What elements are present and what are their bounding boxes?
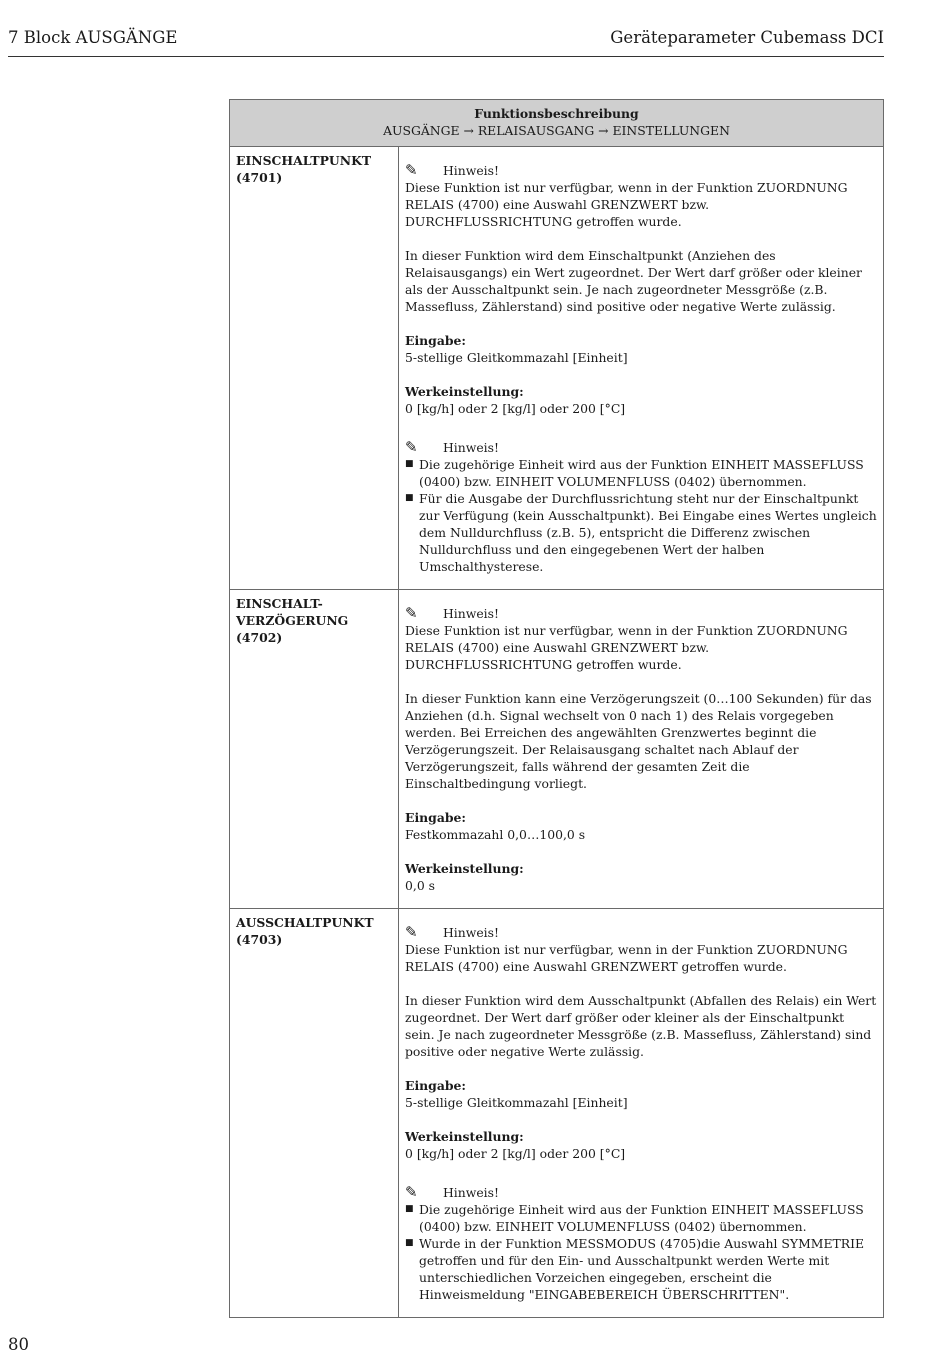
bullet-square-icon: ■	[405, 1204, 414, 1214]
function-name-line: EINSCHALTPUNKT	[236, 153, 372, 168]
page-number: 80	[8, 1335, 29, 1354]
function-code: (4702)	[236, 630, 283, 645]
note-label: Hinweis!	[443, 925, 499, 940]
table-title: Funktionsbeschreibung	[474, 106, 639, 121]
function-row-einschaltpunkt	[230, 147, 883, 589]
bullet-item	[405, 1201, 877, 1235]
note-heading	[405, 605, 877, 622]
default-value: 0 [kg/h] oder 2 [kg/l] oder 200 [°C]	[405, 401, 626, 416]
function-description-cell	[399, 590, 883, 908]
function-name-cell	[230, 590, 399, 908]
function-description-cell	[399, 909, 883, 1317]
input-label: Eingabe:	[405, 810, 466, 825]
default-value: 0,0 s	[405, 878, 436, 893]
bullet-text: Die zugehörige Einheit wird aus der Funktion EINHEIT MASSEFLUSS (0400) bzw. EINHEIT VOLUMENFLUSS (0402) übernommen.	[419, 457, 864, 489]
note-label: Hinweis!	[443, 440, 499, 455]
default-label: Werkeinstellung:	[405, 384, 524, 399]
note-text: Diese Funktion ist nur verfügbar, wenn in der Funktion ZUORDNUNG RELAIS (4700) eine Auswahl GRENZWERT getroffen wurde.	[405, 942, 848, 974]
header-document-title: Geräteparameter Cubemass DCI	[610, 28, 884, 47]
function-row-einschaltverzoegerung	[230, 589, 883, 908]
bullet-text: Wurde in der Funktion MESSMODUS (4705)die Auswahl SYMMETRIE getroffen und für den Ein- und Ausschaltpunkt werden Werte mit unterschiedlichen Vorzeichen eingegeben, erscheint die Hinweismeldung "EINGABEBEREICH ÜBERSCHRITTEN".	[419, 1236, 865, 1302]
function-description-table	[229, 99, 884, 1318]
function-name-cell	[230, 147, 399, 589]
function-description-cell	[399, 147, 883, 589]
note-label: Hinweis!	[443, 606, 499, 621]
function-name-line: AUSSCHALTPUNKT	[236, 915, 374, 930]
note-text: Diese Funktion ist nur verfügbar, wenn in der Funktion ZUORDNUNG RELAIS (4700) eine Auswahl GRENZWERT bzw. DURCHFLUSSRICHTUNG getroffen wurde.	[405, 180, 848, 229]
pencil-note-icon: ✎	[405, 1183, 418, 1201]
input-value: Festkommazahl 0,0…100,0 s	[405, 827, 586, 842]
bullet-text: Die zugehörige Einheit wird aus der Funktion EINHEIT MASSEFLUSS (0400) bzw. EINHEIT VOLUMENFLUSS (0402) übernommen.	[419, 1202, 864, 1234]
description-paragraph: In dieser Funktion wird dem Ausschaltpunkt (Abfallen des Relais) ein Wert zugeordnet. Der Wert darf größer oder kleiner als der Einschaltpunkt sein. Je nach zugeordneter Messgröße (z.B. Massefluss, Zählerstand) sind positive oder negative Werte zulässig.	[405, 993, 877, 1059]
note-heading	[405, 924, 877, 941]
bullet-item	[405, 1235, 877, 1303]
input-value: 5-stellige Gleitkommazahl [Einheit]	[405, 1095, 628, 1110]
default-label: Werkeinstellung:	[405, 1129, 524, 1144]
input-value: 5-stellige Gleitkommazahl [Einheit]	[405, 350, 628, 365]
note-text: Diese Funktion ist nur verfügbar, wenn in der Funktion ZUORDNUNG RELAIS (4700) eine Auswahl GRENZWERT bzw. DURCHFLUSSRICHTUNG getroffen wurde.	[405, 623, 848, 672]
note-heading	[405, 162, 877, 179]
default-value: 0 [kg/h] oder 2 [kg/l] oder 200 [°C]	[405, 1146, 626, 1161]
function-row-ausschaltpunkt	[230, 908, 883, 1317]
input-label: Eingabe:	[405, 1078, 466, 1093]
function-name-line: VERZÖGERUNG	[236, 613, 349, 628]
header-section-title: 7 Block AUSGÄNGE	[8, 28, 178, 47]
note-label: Hinweis!	[443, 163, 499, 178]
description-paragraph: In dieser Funktion kann eine Verzögerungszeit (0…100 Sekunden) für das Anziehen (d.h. Signal wechselt von 0 nach 1) des Relais vorgegeben werden. Bei Erreichen des angewählten Grenzwertes beginnt die Verzögerungszeit. Der Relaisausgang schaltet nach Ablauf der Verzögerungszeit, falls während der gesamten Zeit die Einschaltbedingung vorliegt.	[405, 691, 872, 791]
pencil-note-icon: ✎	[405, 923, 418, 941]
bullet-square-icon: ■	[405, 459, 414, 469]
description-paragraph: In dieser Funktion wird dem Einschaltpunkt (Anziehen des Relaisausgangs) ein Wert zugeordnet. Der Wert darf größer oder kleiner als der Ausschaltpunkt sein. Je nach zugeordneter Messgröße (z.B. Massefluss, Zählerstand) sind positive oder negative Werte zulässig.	[405, 248, 862, 314]
function-name-line: EINSCHALT-	[236, 596, 323, 611]
bullet-square-icon: ■	[405, 1238, 414, 1248]
table-header	[230, 100, 883, 147]
header-rule	[8, 56, 884, 57]
note-label: Hinweis!	[443, 1185, 499, 1200]
function-code: (4701)	[236, 170, 283, 185]
pencil-note-icon: ✎	[405, 161, 418, 179]
input-label: Eingabe:	[405, 333, 466, 348]
table-menu-path: AUSGÄNGE → RELAISAUSGANG → EINSTELLUNGEN	[383, 123, 730, 138]
function-name-cell	[230, 909, 399, 1317]
note-heading	[405, 1184, 877, 1201]
pencil-note-icon: ✎	[405, 438, 418, 456]
bullet-square-icon: ■	[405, 493, 414, 503]
pencil-note-icon: ✎	[405, 604, 418, 622]
bullet-item	[405, 490, 877, 575]
function-code: (4703)	[236, 932, 283, 947]
bullet-text: Für die Ausgabe der Durchflussrichtung steht nur der Einschaltpunkt zur Verfügung (kein Ausschaltpunkt). Bei Eingabe eines Wertes ungleich dem Nulldurchfluss (z.B. 5), entspricht die Differenz zwischen Nulldurchfluss und den eingegebenen Wert der halben Umschalthysterese.	[419, 491, 877, 574]
note-heading	[405, 439, 877, 456]
default-label: Werkeinstellung:	[405, 861, 524, 876]
bullet-item	[405, 456, 877, 490]
